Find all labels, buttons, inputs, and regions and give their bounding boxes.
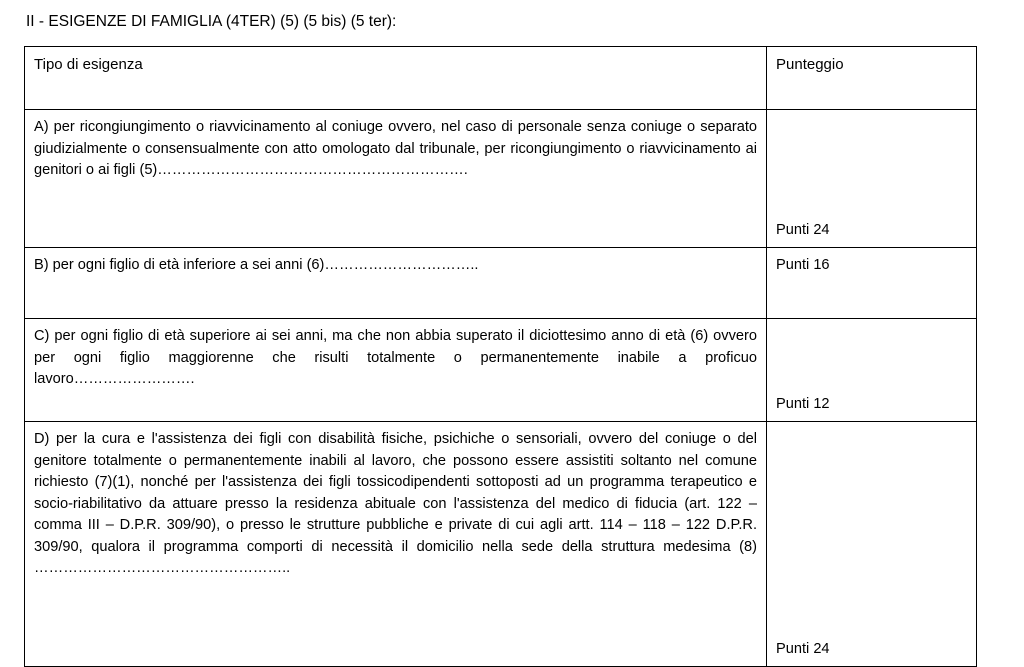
criteria-description-c	[25, 319, 767, 422]
table-row	[25, 422, 977, 667]
column-header-punteggio	[767, 47, 977, 110]
column-header-label: Tipo di esigenza	[34, 56, 143, 73]
column-header-label: Punteggio	[776, 56, 844, 73]
page-title: II - ESIGENZE DI FAMIGLIA (4TER) (5) (5 bis) (5 ter):	[26, 13, 397, 30]
criteria-description-d	[25, 422, 767, 667]
criteria-text: B) per ogni figlio di età inferiore a sei anni (6)…………………………..	[34, 257, 479, 273]
criteria-text: A) per ricongiungimento o riavvicinamento al coniuge ovvero, nel caso di personale senza coniuge o separato giudizialmente o consensualmente con atto omologato dal tribunale, per ricongiungimento o riavvicinamento ai genitori o ai figli (5)……………………………………………………….	[34, 119, 757, 178]
criteria-text: D) per la cura e l'assistenza dei figli con disabilità fisiche, psichiche o sensoriali, ovvero del coniuge o del genitore totalmente o permanentemente inabili al lavoro, che possono essere assistiti soltanto nel comune richiesto (7)(1), nonché per l'assistenza dei figli tossicodipendenti sottoposti ad un programma terapeutico e socio-riabilitativo da attuare presso la residenza abituale con l'assistenza del medico di fiducia (art. 122 – comma III – D.P.R. 309/90), o presso le strutture pubbliche e private di cui agli artt. 114 – 118 – 122 D.P.R. 309/90, qualora il programma comporti di necessità il domicilio nella sede della struttura medesima (8) ……………………………………………..	[34, 431, 757, 576]
criteria-text: C) per ogni figlio di età superiore ai sei anni, ma che non abbia superato il diciottesimo anno di età (6) ovvero per ogni figlio maggiorenne che risulti totalmente o permanentemente inabile a proficuo lavoro…………………….	[34, 328, 757, 387]
table-header-row	[25, 47, 977, 110]
criteria-table	[24, 46, 977, 667]
criteria-description-a	[25, 110, 767, 248]
criteria-score-a	[767, 110, 977, 248]
score-value: Punti 24	[776, 640, 830, 657]
score-value: Punti 24	[776, 221, 830, 238]
criteria-description-b	[25, 248, 767, 319]
criteria-score-c	[767, 319, 977, 422]
table-row	[25, 110, 977, 248]
table-row	[25, 319, 977, 422]
score-value: Punti 12	[776, 395, 830, 412]
table-row	[25, 248, 977, 319]
column-header-tipo-di-esigenza	[25, 47, 767, 110]
criteria-score-d	[767, 422, 977, 667]
criteria-score-b	[767, 248, 977, 319]
score-value: Punti 16	[776, 257, 830, 273]
